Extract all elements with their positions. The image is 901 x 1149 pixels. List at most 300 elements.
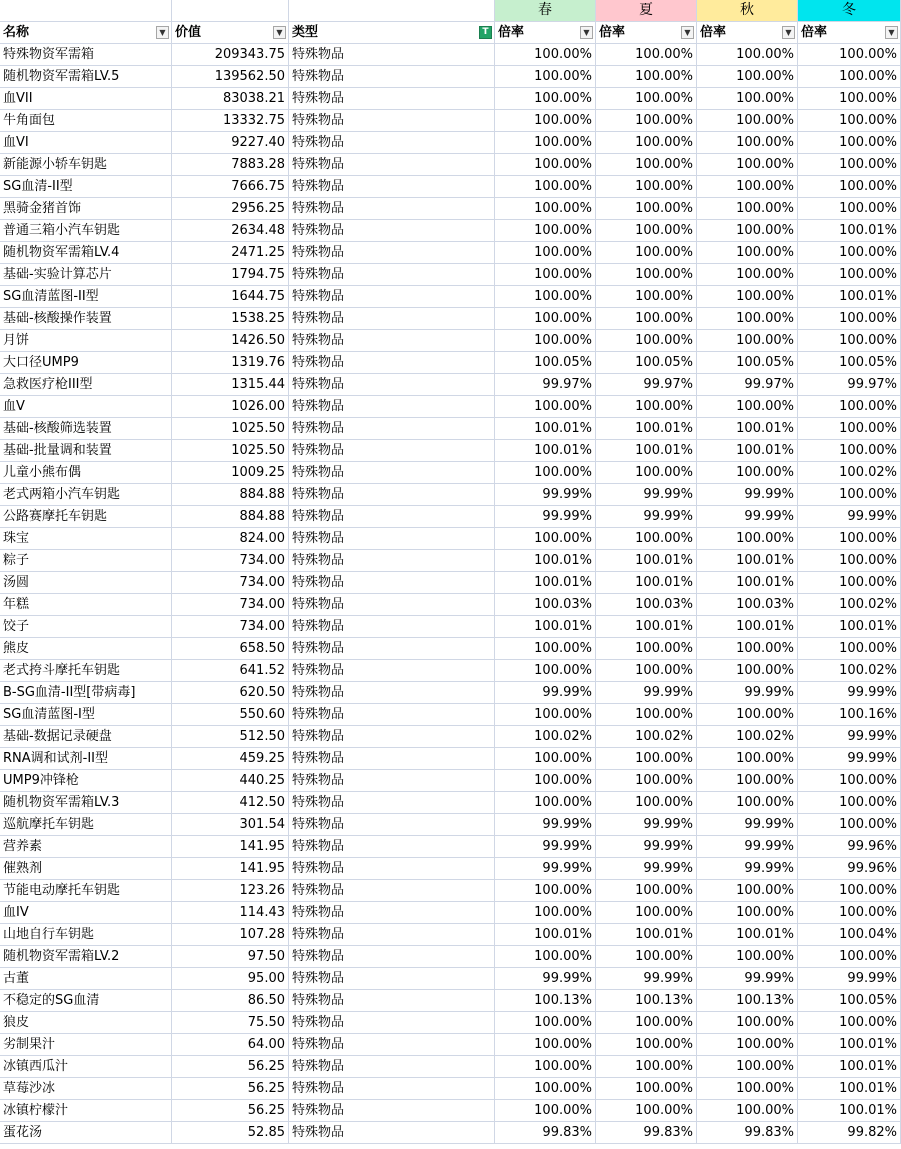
cell-rate-winter[interactable]: 100.01% — [798, 616, 901, 638]
cell-name[interactable]: SG血清蓝图-I型 — [0, 704, 172, 726]
cell-rate-summer[interactable]: 99.99% — [596, 506, 697, 528]
cell-rate-winter[interactable]: 100.00% — [798, 484, 901, 506]
cell-name[interactable]: 基础-批量调和装置 — [0, 440, 172, 462]
cell-value[interactable]: 2956.25 — [172, 198, 289, 220]
cell-rate-winter[interactable]: 100.00% — [798, 814, 901, 836]
cell-rate-spring[interactable]: 99.99% — [495, 968, 596, 990]
cell-rate-summer[interactable]: 99.99% — [596, 836, 697, 858]
cell-rate-winter[interactable]: 100.00% — [798, 440, 901, 462]
cell-value[interactable]: 412.50 — [172, 792, 289, 814]
cell-rate-winter[interactable]: 99.99% — [798, 748, 901, 770]
cell-rate-autumn[interactable]: 100.00% — [697, 770, 798, 792]
cell-name[interactable]: 急救医疗枪III型 — [0, 374, 172, 396]
cell-type[interactable]: 特殊物品 — [289, 704, 495, 726]
cell-name[interactable]: 珠宝 — [0, 528, 172, 550]
cell-type[interactable]: 特殊物品 — [289, 814, 495, 836]
cell-rate-autumn[interactable]: 100.00% — [697, 1034, 798, 1056]
cell-rate-spring[interactable]: 100.00% — [495, 638, 596, 660]
cell-name[interactable]: 熊皮 — [0, 638, 172, 660]
cell-rate-autumn[interactable]: 100.00% — [697, 88, 798, 110]
cell-rate-winter[interactable]: 100.00% — [798, 528, 901, 550]
cell-rate-autumn[interactable]: 100.00% — [697, 110, 798, 132]
cell-rate-summer[interactable]: 100.01% — [596, 924, 697, 946]
cell-rate-summer[interactable]: 100.00% — [596, 176, 697, 198]
cell-rate-winter[interactable]: 100.00% — [798, 198, 901, 220]
cell-rate-spring[interactable]: 99.83% — [495, 1122, 596, 1144]
cell-value[interactable]: 75.50 — [172, 1012, 289, 1034]
cell-rate-autumn[interactable]: 99.83% — [697, 1122, 798, 1144]
cell-rate-summer[interactable]: 100.00% — [596, 792, 697, 814]
cell-type[interactable]: 特殊物品 — [289, 990, 495, 1012]
cell-value[interactable]: 734.00 — [172, 594, 289, 616]
cell-name[interactable]: 老式挎斗摩托车钥匙 — [0, 660, 172, 682]
cell-type[interactable]: 特殊物品 — [289, 110, 495, 132]
cell-value[interactable]: 1794.75 — [172, 264, 289, 286]
cell-type[interactable]: 特殊物品 — [289, 132, 495, 154]
cell-rate-autumn[interactable]: 100.01% — [697, 550, 798, 572]
cell-rate-summer[interactable]: 100.01% — [596, 418, 697, 440]
cell-rate-summer[interactable]: 100.00% — [596, 462, 697, 484]
cell-rate-autumn[interactable]: 99.99% — [697, 858, 798, 880]
cell-type[interactable]: 特殊物品 — [289, 1078, 495, 1100]
cell-name[interactable]: 随机物资军需箱LV.2 — [0, 946, 172, 968]
header-rate-autumn[interactable] — [697, 22, 798, 44]
cell-type[interactable]: 特殊物品 — [289, 1100, 495, 1122]
cell-type[interactable]: 特殊物品 — [289, 418, 495, 440]
cell-rate-winter[interactable]: 100.01% — [798, 286, 901, 308]
cell-rate-autumn[interactable]: 99.99% — [697, 968, 798, 990]
cell-name[interactable]: 劣制果汁 — [0, 1034, 172, 1056]
cell-rate-summer[interactable]: 100.00% — [596, 132, 697, 154]
cell-name[interactable]: 血VI — [0, 132, 172, 154]
cell-type[interactable]: 特殊物品 — [289, 396, 495, 418]
cell-value[interactable]: 824.00 — [172, 528, 289, 550]
cell-name[interactable]: 老式两箱小汽车钥匙 — [0, 484, 172, 506]
cell-rate-autumn[interactable]: 100.00% — [697, 792, 798, 814]
cell-value[interactable]: 884.88 — [172, 484, 289, 506]
cell-rate-autumn[interactable]: 100.00% — [697, 902, 798, 924]
header-type[interactable] — [289, 22, 495, 44]
cell-type[interactable]: 特殊物品 — [289, 902, 495, 924]
cell-rate-summer[interactable]: 100.01% — [596, 572, 697, 594]
cell-rate-spring[interactable]: 100.00% — [495, 770, 596, 792]
cell-value[interactable]: 1026.00 — [172, 396, 289, 418]
cell-name[interactable]: 冰镇柠檬汁 — [0, 1100, 172, 1122]
cell-type[interactable]: 特殊物品 — [289, 1056, 495, 1078]
cell-rate-spring[interactable]: 100.03% — [495, 594, 596, 616]
cell-rate-winter[interactable]: 100.05% — [798, 352, 901, 374]
cell-rate-spring[interactable]: 100.00% — [495, 1034, 596, 1056]
cell-rate-summer[interactable]: 100.00% — [596, 1034, 697, 1056]
cell-rate-autumn[interactable]: 100.00% — [697, 528, 798, 550]
cell-rate-summer[interactable]: 100.02% — [596, 726, 697, 748]
cell-rate-autumn[interactable]: 100.00% — [697, 66, 798, 88]
cell-rate-summer[interactable]: 99.99% — [596, 814, 697, 836]
cell-value[interactable]: 64.00 — [172, 1034, 289, 1056]
cell-name[interactable]: UMP9冲锋枪 — [0, 770, 172, 792]
cell-rate-summer[interactable]: 100.00% — [596, 44, 697, 66]
cell-value[interactable]: 550.60 — [172, 704, 289, 726]
cell-rate-winter[interactable]: 100.01% — [798, 1100, 901, 1122]
cell-value[interactable]: 56.25 — [172, 1078, 289, 1100]
cell-type[interactable]: 特殊物品 — [289, 1012, 495, 1034]
cell-rate-summer[interactable]: 100.01% — [596, 616, 697, 638]
cell-value[interactable]: 1644.75 — [172, 286, 289, 308]
cell-type[interactable]: 特殊物品 — [289, 242, 495, 264]
cell-rate-spring[interactable]: 100.00% — [495, 154, 596, 176]
cell-rate-summer[interactable]: 100.00% — [596, 308, 697, 330]
cell-rate-summer[interactable]: 100.00% — [596, 1078, 697, 1100]
cell-rate-autumn[interactable]: 100.00% — [697, 1056, 798, 1078]
cell-rate-winter[interactable]: 100.00% — [798, 44, 901, 66]
cell-type[interactable]: 特殊物品 — [289, 352, 495, 374]
cell-value[interactable]: 620.50 — [172, 682, 289, 704]
cell-rate-summer[interactable]: 100.00% — [596, 110, 697, 132]
cell-value[interactable]: 123.26 — [172, 880, 289, 902]
cell-rate-autumn[interactable]: 100.05% — [697, 352, 798, 374]
cell-type[interactable]: 特殊物品 — [289, 176, 495, 198]
cell-rate-autumn[interactable]: 100.00% — [697, 748, 798, 770]
cell-rate-autumn[interactable]: 100.00% — [697, 638, 798, 660]
cell-type[interactable]: 特殊物品 — [289, 748, 495, 770]
cell-rate-winter[interactable]: 100.00% — [798, 638, 901, 660]
cell-name[interactable]: 汤圆 — [0, 572, 172, 594]
cell-value[interactable]: 83038.21 — [172, 88, 289, 110]
cell-rate-autumn[interactable]: 100.13% — [697, 990, 798, 1012]
cell-value[interactable]: 1025.50 — [172, 440, 289, 462]
cell-rate-autumn[interactable]: 100.00% — [697, 704, 798, 726]
cell-rate-spring[interactable]: 100.00% — [495, 462, 596, 484]
cell-name[interactable]: 蛋花汤 — [0, 1122, 172, 1144]
cell-type[interactable]: 特殊物品 — [289, 968, 495, 990]
cell-rate-autumn[interactable]: 100.00% — [697, 1100, 798, 1122]
cell-name[interactable]: 大口径UMP9 — [0, 352, 172, 374]
cell-name[interactable]: 冰镇西瓜汁 — [0, 1056, 172, 1078]
cell-value[interactable]: 86.50 — [172, 990, 289, 1012]
cell-type[interactable]: 特殊物品 — [289, 924, 495, 946]
cell-name[interactable]: 饺子 — [0, 616, 172, 638]
cell-rate-spring[interactable]: 100.00% — [495, 286, 596, 308]
cell-value[interactable]: 440.25 — [172, 770, 289, 792]
cell-type[interactable]: 特殊物品 — [289, 946, 495, 968]
cell-rate-autumn[interactable]: 100.00% — [697, 176, 798, 198]
cell-name[interactable]: 血V — [0, 396, 172, 418]
cell-rate-summer[interactable]: 99.99% — [596, 682, 697, 704]
cell-rate-spring[interactable]: 100.00% — [495, 880, 596, 902]
cell-rate-summer[interactable]: 100.00% — [596, 242, 697, 264]
cell-type[interactable]: 特殊物品 — [289, 660, 495, 682]
cell-rate-winter[interactable]: 100.02% — [798, 462, 901, 484]
header-rate-summer[interactable] — [596, 22, 697, 44]
cell-rate-winter[interactable]: 100.00% — [798, 308, 901, 330]
cell-type[interactable]: 特殊物品 — [289, 286, 495, 308]
empty-cell[interactable] — [289, 0, 495, 22]
cell-type[interactable]: 特殊物品 — [289, 858, 495, 880]
cell-rate-autumn[interactable]: 100.00% — [697, 462, 798, 484]
cell-name[interactable]: 血VII — [0, 88, 172, 110]
cell-name[interactable]: 古董 — [0, 968, 172, 990]
cell-rate-spring[interactable]: 99.99% — [495, 814, 596, 836]
cell-name[interactable]: 山地自行车钥匙 — [0, 924, 172, 946]
cell-rate-spring[interactable]: 100.00% — [495, 176, 596, 198]
cell-name[interactable]: 巡航摩托车钥匙 — [0, 814, 172, 836]
cell-rate-spring[interactable]: 99.99% — [495, 836, 596, 858]
cell-rate-autumn[interactable]: 100.01% — [697, 418, 798, 440]
cell-rate-autumn[interactable]: 100.01% — [697, 572, 798, 594]
cell-name[interactable]: 月饼 — [0, 330, 172, 352]
cell-rate-summer[interactable]: 100.13% — [596, 990, 697, 1012]
cell-rate-winter[interactable]: 100.00% — [798, 792, 901, 814]
cell-rate-autumn[interactable]: 100.01% — [697, 440, 798, 462]
season-winter[interactable]: 冬 — [798, 0, 901, 22]
cell-name[interactable]: 随机物资军需箱LV.4 — [0, 242, 172, 264]
cell-value[interactable]: 512.50 — [172, 726, 289, 748]
cell-name[interactable]: 血IV — [0, 902, 172, 924]
cell-rate-spring[interactable]: 100.01% — [495, 616, 596, 638]
cell-rate-summer[interactable]: 100.00% — [596, 198, 697, 220]
cell-rate-summer[interactable]: 99.83% — [596, 1122, 697, 1144]
cell-rate-spring[interactable]: 100.00% — [495, 1056, 596, 1078]
cell-rate-spring[interactable]: 100.00% — [495, 242, 596, 264]
cell-rate-spring[interactable]: 99.99% — [495, 858, 596, 880]
header-rate-winter[interactable] — [798, 22, 901, 44]
cell-rate-autumn[interactable]: 100.00% — [697, 44, 798, 66]
cell-rate-summer[interactable]: 100.00% — [596, 748, 697, 770]
cell-value[interactable]: 2634.48 — [172, 220, 289, 242]
chevron-down-icon[interactable]: ▼ — [885, 26, 898, 39]
cell-rate-spring[interactable]: 100.00% — [495, 132, 596, 154]
cell-rate-winter[interactable]: 100.00% — [798, 176, 901, 198]
empty-cell[interactable] — [0, 0, 172, 22]
cell-rate-spring[interactable]: 100.01% — [495, 924, 596, 946]
cell-rate-autumn[interactable]: 100.00% — [697, 330, 798, 352]
cell-rate-spring[interactable]: 100.00% — [495, 704, 596, 726]
cell-type[interactable]: 特殊物品 — [289, 880, 495, 902]
cell-rate-spring[interactable]: 100.00% — [495, 1012, 596, 1034]
cell-rate-autumn[interactable]: 100.01% — [697, 924, 798, 946]
cell-type[interactable]: 特殊物品 — [289, 484, 495, 506]
cell-rate-spring[interactable]: 100.00% — [495, 1078, 596, 1100]
cell-type[interactable]: 特殊物品 — [289, 550, 495, 572]
cell-rate-winter[interactable]: 100.00% — [798, 770, 901, 792]
cell-value[interactable]: 1025.50 — [172, 418, 289, 440]
cell-rate-spring[interactable]: 100.00% — [495, 66, 596, 88]
cell-rate-spring[interactable]: 100.00% — [495, 44, 596, 66]
cell-rate-spring[interactable]: 100.00% — [495, 110, 596, 132]
season-spring[interactable]: 春 — [495, 0, 596, 22]
cell-rate-summer[interactable]: 100.00% — [596, 220, 697, 242]
cell-type[interactable]: 特殊物品 — [289, 572, 495, 594]
cell-rate-winter[interactable]: 100.00% — [798, 550, 901, 572]
cell-rate-autumn[interactable]: 100.02% — [697, 726, 798, 748]
cell-type[interactable]: 特殊物品 — [289, 220, 495, 242]
cell-rate-winter[interactable]: 99.99% — [798, 506, 901, 528]
cell-name[interactable]: 基础-核酸筛选装置 — [0, 418, 172, 440]
cell-rate-winter[interactable]: 100.01% — [798, 1056, 901, 1078]
cell-rate-winter[interactable]: 100.00% — [798, 242, 901, 264]
cell-type[interactable]: 特殊物品 — [289, 88, 495, 110]
cell-value[interactable]: 52.85 — [172, 1122, 289, 1144]
cell-rate-summer[interactable]: 100.00% — [596, 902, 697, 924]
cell-rate-summer[interactable]: 100.00% — [596, 66, 697, 88]
cell-rate-winter[interactable]: 100.00% — [798, 154, 901, 176]
cell-name[interactable]: RNA调和试剂-II型 — [0, 748, 172, 770]
cell-name[interactable]: 基础-实验计算芯片 — [0, 264, 172, 286]
cell-type[interactable]: 特殊物品 — [289, 462, 495, 484]
cell-value[interactable]: 884.88 — [172, 506, 289, 528]
cell-rate-spring[interactable]: 99.99% — [495, 506, 596, 528]
cell-value[interactable]: 641.52 — [172, 660, 289, 682]
cell-value[interactable]: 56.25 — [172, 1056, 289, 1078]
cell-name[interactable]: 基础-核酸操作装置 — [0, 308, 172, 330]
cell-type[interactable]: 特殊物品 — [289, 66, 495, 88]
cell-rate-autumn[interactable]: 100.00% — [697, 242, 798, 264]
cell-rate-autumn[interactable]: 99.99% — [697, 484, 798, 506]
cell-type[interactable]: 特殊物品 — [289, 638, 495, 660]
cell-name[interactable]: 狼皮 — [0, 1012, 172, 1034]
cell-type[interactable]: 特殊物品 — [289, 330, 495, 352]
cell-rate-summer[interactable]: 99.97% — [596, 374, 697, 396]
header-name[interactable] — [0, 22, 172, 44]
chevron-down-icon[interactable]: ▼ — [782, 26, 795, 39]
cell-name[interactable]: 节能电动摩托车钥匙 — [0, 880, 172, 902]
cell-rate-winter[interactable]: 100.04% — [798, 924, 901, 946]
cell-rate-winter[interactable]: 100.02% — [798, 594, 901, 616]
cell-rate-autumn[interactable]: 100.00% — [697, 308, 798, 330]
cell-value[interactable]: 141.95 — [172, 858, 289, 880]
cell-rate-winter[interactable]: 100.00% — [798, 264, 901, 286]
cell-rate-summer[interactable]: 100.00% — [596, 1056, 697, 1078]
cell-rate-autumn[interactable]: 99.99% — [697, 682, 798, 704]
cell-rate-spring[interactable]: 99.97% — [495, 374, 596, 396]
cell-rate-winter[interactable]: 100.00% — [798, 66, 901, 88]
cell-rate-winter[interactable]: 100.00% — [798, 330, 901, 352]
cell-value[interactable]: 1538.25 — [172, 308, 289, 330]
cell-value[interactable]: 107.28 — [172, 924, 289, 946]
cell-rate-winter[interactable]: 100.00% — [798, 418, 901, 440]
cell-type[interactable]: 特殊物品 — [289, 154, 495, 176]
cell-rate-summer[interactable]: 100.00% — [596, 660, 697, 682]
cell-name[interactable]: SG血清-II型 — [0, 176, 172, 198]
cell-value[interactable]: 459.25 — [172, 748, 289, 770]
cell-rate-autumn[interactable]: 100.00% — [697, 220, 798, 242]
cell-rate-spring[interactable]: 100.00% — [495, 946, 596, 968]
cell-type[interactable]: 特殊物品 — [289, 264, 495, 286]
cell-name[interactable]: 年糕 — [0, 594, 172, 616]
cell-rate-summer[interactable]: 99.99% — [596, 484, 697, 506]
cell-rate-spring[interactable]: 100.00% — [495, 198, 596, 220]
header-rate-spring[interactable] — [495, 22, 596, 44]
cell-type[interactable]: 特殊物品 — [289, 836, 495, 858]
cell-rate-summer[interactable]: 100.00% — [596, 330, 697, 352]
season-summer[interactable]: 夏 — [596, 0, 697, 22]
cell-value[interactable]: 7883.28 — [172, 154, 289, 176]
cell-name[interactable]: 儿童小熊布偶 — [0, 462, 172, 484]
cell-rate-spring[interactable]: 100.00% — [495, 1100, 596, 1122]
cell-rate-winter[interactable]: 100.01% — [798, 1078, 901, 1100]
cell-type[interactable]: 特殊物品 — [289, 1034, 495, 1056]
cell-rate-spring[interactable]: 100.00% — [495, 792, 596, 814]
cell-value[interactable]: 13332.75 — [172, 110, 289, 132]
cell-rate-spring[interactable]: 100.00% — [495, 220, 596, 242]
cell-type[interactable]: 特殊物品 — [289, 1122, 495, 1144]
cell-value[interactable]: 139562.50 — [172, 66, 289, 88]
cell-type[interactable]: 特殊物品 — [289, 528, 495, 550]
cell-rate-summer[interactable]: 100.00% — [596, 154, 697, 176]
cell-value[interactable]: 141.95 — [172, 836, 289, 858]
cell-rate-winter[interactable]: 100.00% — [798, 1012, 901, 1034]
cell-rate-autumn[interactable]: 100.00% — [697, 946, 798, 968]
cell-value[interactable]: 734.00 — [172, 616, 289, 638]
cell-rate-spring[interactable]: 100.00% — [495, 396, 596, 418]
cell-rate-winter[interactable]: 100.01% — [798, 1034, 901, 1056]
cell-value[interactable]: 56.25 — [172, 1100, 289, 1122]
cell-rate-autumn[interactable]: 99.99% — [697, 506, 798, 528]
cell-rate-autumn[interactable]: 100.00% — [697, 660, 798, 682]
cell-rate-autumn[interactable]: 100.00% — [697, 132, 798, 154]
cell-type[interactable]: 特殊物品 — [289, 726, 495, 748]
cell-rate-summer[interactable]: 100.00% — [596, 946, 697, 968]
cell-rate-winter[interactable]: 100.02% — [798, 660, 901, 682]
cell-rate-autumn[interactable]: 99.99% — [697, 814, 798, 836]
cell-type[interactable]: 特殊物品 — [289, 594, 495, 616]
cell-rate-winter[interactable]: 100.00% — [798, 946, 901, 968]
cell-rate-spring[interactable]: 99.99% — [495, 682, 596, 704]
cell-name[interactable]: 公路赛摩托车钥匙 — [0, 506, 172, 528]
cell-rate-spring[interactable]: 100.01% — [495, 572, 596, 594]
cell-rate-winter[interactable]: 100.16% — [798, 704, 901, 726]
chevron-down-icon[interactable]: ▼ — [156, 26, 169, 39]
cell-rate-autumn[interactable]: 100.00% — [697, 1012, 798, 1034]
cell-value[interactable]: 1319.76 — [172, 352, 289, 374]
cell-type[interactable]: 特殊物品 — [289, 616, 495, 638]
cell-rate-winter[interactable]: 99.82% — [798, 1122, 901, 1144]
cell-type[interactable]: 特殊物品 — [289, 792, 495, 814]
cell-rate-spring[interactable]: 100.00% — [495, 330, 596, 352]
cell-name[interactable]: SG血清蓝图-II型 — [0, 286, 172, 308]
cell-rate-winter[interactable]: 100.05% — [798, 990, 901, 1012]
cell-name[interactable]: 营养素 — [0, 836, 172, 858]
cell-rate-spring[interactable]: 100.01% — [495, 550, 596, 572]
header-value[interactable] — [172, 22, 289, 44]
cell-name[interactable]: 不稳定的SG血清 — [0, 990, 172, 1012]
cell-type[interactable]: 特殊物品 — [289, 440, 495, 462]
cell-rate-winter[interactable]: 99.96% — [798, 858, 901, 880]
cell-value[interactable]: 114.43 — [172, 902, 289, 924]
cell-rate-autumn[interactable]: 99.97% — [697, 374, 798, 396]
cell-value[interactable]: 301.54 — [172, 814, 289, 836]
cell-rate-spring[interactable]: 100.02% — [495, 726, 596, 748]
cell-name[interactable]: 黑骑金猪首饰 — [0, 198, 172, 220]
cell-type[interactable]: 特殊物品 — [289, 506, 495, 528]
cell-rate-autumn[interactable]: 100.03% — [697, 594, 798, 616]
cell-rate-winter[interactable]: 99.99% — [798, 682, 901, 704]
cell-rate-autumn[interactable]: 100.00% — [697, 286, 798, 308]
cell-rate-summer[interactable]: 99.99% — [596, 858, 697, 880]
cell-rate-summer[interactable]: 100.00% — [596, 396, 697, 418]
cell-name[interactable]: 随机物资军需箱LV.3 — [0, 792, 172, 814]
cell-rate-autumn[interactable]: 100.00% — [697, 154, 798, 176]
cell-rate-summer[interactable]: 100.00% — [596, 1100, 697, 1122]
cell-rate-autumn[interactable]: 99.99% — [697, 836, 798, 858]
cell-type[interactable]: 特殊物品 — [289, 198, 495, 220]
chevron-down-icon[interactable]: ▼ — [273, 26, 286, 39]
cell-rate-spring[interactable]: 100.00% — [495, 264, 596, 286]
cell-value[interactable]: 734.00 — [172, 572, 289, 594]
cell-rate-spring[interactable]: 100.00% — [495, 748, 596, 770]
cell-name[interactable]: 新能源小轿车钥匙 — [0, 154, 172, 176]
cell-value[interactable]: 7666.75 — [172, 176, 289, 198]
